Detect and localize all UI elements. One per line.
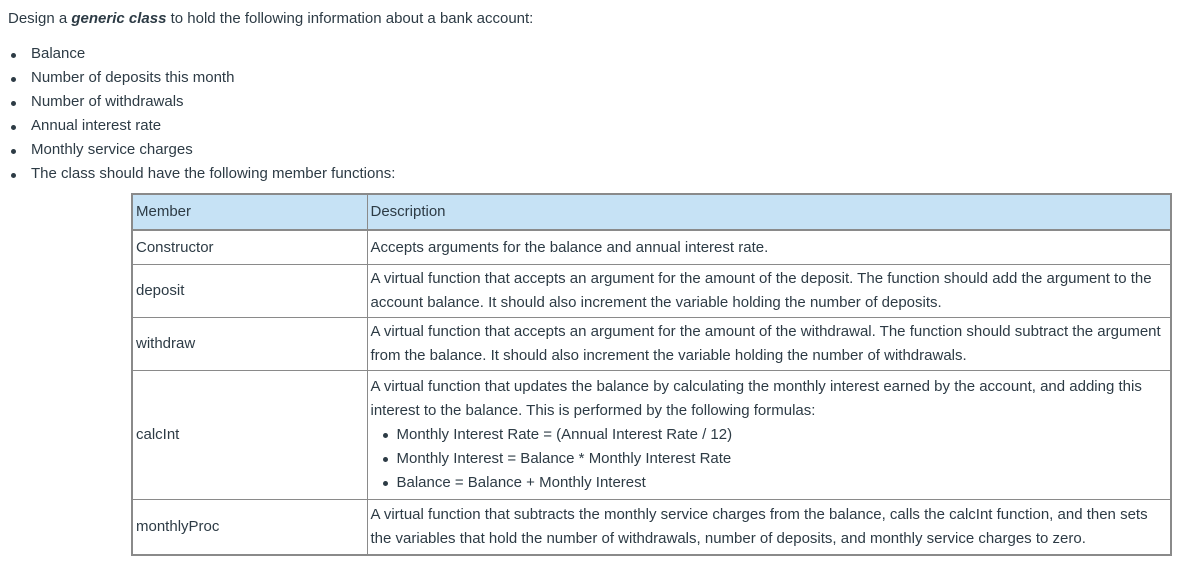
table-row xyxy=(132,230,1171,265)
member-name: deposit xyxy=(132,265,367,318)
member-description: A virtual function that accepts an argument for the amount of the deposit. The function should add the argument to the account balance. It should also increment the variable holding the number of deposits. xyxy=(367,265,1171,318)
list-item: Annual interest rate xyxy=(8,116,395,140)
table-row xyxy=(132,265,1171,318)
member-description: A virtual function that subtracts the monthly service charges from the balance, calls the calcInt function, and then sets the variables that hold the number of withdrawals, number of deposits, and monthly service charges to zero. xyxy=(367,500,1171,556)
formula-item: Monthly Interest = Balance * Monthly Interest Rate xyxy=(371,447,1168,471)
member-name: monthlyProc xyxy=(132,500,367,556)
list-item: The class should have the following member functions: xyxy=(8,164,395,188)
formula-item: Monthly Interest Rate = (Annual Interest Rate / 12) xyxy=(371,423,1168,447)
list-item: Balance xyxy=(8,44,395,68)
table-row xyxy=(132,500,1171,556)
member-functions-table xyxy=(131,193,1172,556)
member-name: withdraw xyxy=(132,318,367,371)
member-name: calcInt xyxy=(132,371,367,500)
intro-emphasis: generic class xyxy=(71,10,167,27)
column-header-member: Member xyxy=(132,194,367,230)
intro-text-after: to hold the following information about a bank account: xyxy=(166,10,534,27)
formula-list xyxy=(371,423,1168,495)
intro-text-before: Design a xyxy=(8,10,72,27)
table-header-row xyxy=(132,194,1171,230)
table-row xyxy=(132,371,1171,500)
member-description: Accepts arguments for the balance and annual interest rate. xyxy=(367,230,1171,265)
formula-item: Balance = Balance + Monthly Interest xyxy=(371,471,1168,495)
account-properties-list xyxy=(8,44,395,188)
table-row xyxy=(132,318,1171,371)
list-item: Number of withdrawals xyxy=(8,92,395,116)
member-description: A virtual function that accepts an argument for the amount of the withdrawal. The function should subtract the argument from the balance. It should also increment the variable holding the number of withdrawals. xyxy=(367,318,1171,371)
member-description-cell xyxy=(367,371,1171,500)
list-item: Monthly service charges xyxy=(8,140,395,164)
member-name: Constructor xyxy=(132,230,367,265)
intro-paragraph xyxy=(8,9,533,29)
list-item: Number of deposits this month xyxy=(8,68,395,92)
column-header-description: Description xyxy=(367,194,1171,230)
member-description: A virtual function that updates the balance by calculating the monthly interest earned by the account, and adding this interest to the balance. This is performed by the following formulas: xyxy=(370,378,1142,419)
